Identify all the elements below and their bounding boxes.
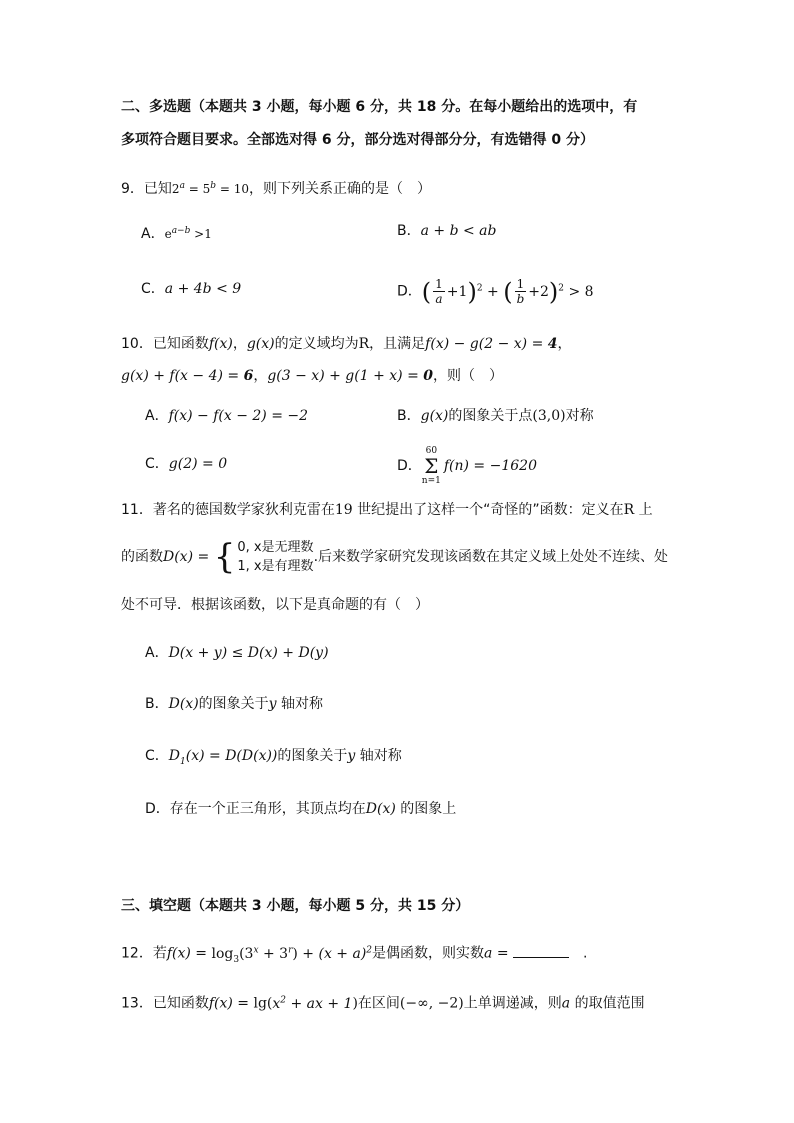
q10-option-a-label: A． — [145, 408, 169, 424]
q11-option-d-text2: 的图象上 — [395, 801, 457, 817]
q11-option-b-label: B． — [145, 696, 169, 712]
q11-option-d — [145, 799, 456, 819]
q11-case-rational: 1, x是有理数 — [237, 559, 314, 574]
section-fill-desc: （本题共 3 小题，每小题 5 分，共 15 分） — [191, 898, 470, 914]
q11-option-c-y: y — [347, 748, 356, 764]
q10-option-d-label: D． — [397, 458, 422, 474]
q11-line2-suffix: .后来数学家研究发现该函数在其定义域上处处不连续、处 — [313, 549, 669, 565]
q10-domain-text: 的定义域均为 — [274, 336, 359, 352]
q10-option-a-expr: f(x) − f(x − 2) = −2 — [168, 408, 309, 424]
q10-sep: ， — [232, 336, 247, 352]
q11-option-b-text1: 的图象关于 — [198, 696, 269, 712]
q10-option-b-point: (3,0) — [532, 408, 566, 424]
q13-prefix: 13．已知函数 — [121, 995, 209, 1012]
q13-expr-lg: lg( — [253, 995, 273, 1012]
q11-year: 19 — [334, 502, 353, 518]
q10-option-c-label: C． — [145, 456, 169, 472]
q9-option-c-label: C． — [141, 281, 165, 297]
q11-option-c-text2: 轴对称 — [355, 748, 402, 764]
q11-option-a-label: A． — [145, 645, 169, 661]
q10-R: R — [358, 336, 370, 352]
q13-expr: f(x) = — [208, 995, 254, 1012]
q13-expr-inner: $x^2$ + ax + 1 — [272, 995, 353, 1012]
q10-line2-sep: ， — [253, 368, 268, 384]
q12-prefix: 12．若 — [121, 945, 167, 962]
q11-option-c-expr: $D_1(x) = D(D(x))$ — [168, 748, 278, 767]
q9-condition: $2^a = 5^b = 10$ — [171, 181, 249, 196]
question-9-stem — [121, 176, 431, 199]
q13-a: a — [561, 995, 571, 1012]
q13-suffix: 的取值范围 — [570, 995, 645, 1012]
q12-answer-blank[interactable] — [513, 943, 569, 958]
section-fill-header — [121, 896, 469, 916]
q11-option-d-D: D(x) — [365, 801, 396, 817]
q11-piecewise: { 0, x是无理数 1, x是有理数 — [213, 537, 314, 577]
question-11-line2 — [121, 536, 668, 578]
q10-option-c-expr: g(2) = 0 — [168, 456, 228, 472]
q11-line2-prefix: 的函数 — [121, 549, 163, 565]
q11-option-b — [145, 694, 323, 714]
q13-interval: (−∞, −2) — [399, 995, 464, 1012]
q12-expr: f(x) = — [166, 945, 212, 962]
q10-line2-suffix: ，则（ ） — [433, 368, 503, 384]
q13-mid2: 上单调递减，则 — [463, 995, 562, 1012]
q12-expr-log: $\log_3(3^x + 3^r)$ + — [211, 945, 319, 965]
q10-option-b — [397, 406, 594, 426]
q9-option-a — [141, 221, 212, 244]
question-10-line2 — [121, 366, 503, 386]
question-11-stem — [121, 500, 653, 520]
q11-D-def: D(x) = — [163, 549, 214, 565]
q11-option-c-text1: 的图象关于 — [277, 748, 348, 764]
q10-sum-operator: 60 Σ n=1 — [421, 446, 441, 486]
section-multi-desc2: 多项符合题目要求。全部选对得 6 分，部分选对得部分分，有选错得 0 分） — [121, 132, 594, 148]
q9-option-a-label: A． — [141, 226, 165, 242]
question-10-stem: 10．已知函数f(x)，g(x)的定义域均为R，且满足f(x) − g(2 − x) = 4， — [121, 336, 572, 352]
q10-prefix: 10．已知函数 — [121, 336, 209, 352]
q10-option-b-label: B． — [397, 408, 421, 424]
q11-case-irrational: 0, x是无理数 — [237, 540, 314, 555]
q10-option-c — [145, 454, 227, 474]
q9-prefix: 9．已知 — [121, 181, 172, 197]
q9-option-d-label: D． — [397, 283, 422, 300]
q9-option-b — [397, 221, 497, 241]
q11-option-a — [145, 643, 329, 663]
q10-satisfy: ，且满足 — [369, 336, 426, 352]
q10-option-b-text2: 对称 — [565, 408, 594, 424]
q11-option-c — [145, 746, 402, 772]
section-fill-title: 三、填空题 — [121, 898, 191, 914]
q11-text3: 上 — [634, 502, 653, 518]
q12-mid: 是偶函数，则实数 — [372, 945, 485, 962]
q11-option-c-label: C． — [145, 748, 169, 764]
q9-option-c-expr: a + 4b < 9 — [164, 281, 242, 297]
q13-mid: 在区间 — [357, 995, 400, 1012]
q10-option-a — [145, 406, 308, 426]
q9-option-d — [397, 268, 594, 312]
q11-line3: 处不可导．根据该函数，以下是真命题的有（ ） — [121, 597, 429, 613]
q11-option-d-text: 存在一个正三角形，其顶点均在 — [169, 801, 366, 817]
q10-g: g(x) — [246, 336, 275, 352]
q12-expr-sq: $(x + a)^2$ — [318, 945, 373, 962]
q10-eq2: g(x) + f(x − 4) = 6 — [121, 368, 254, 384]
q11-option-b-y: y — [268, 696, 277, 712]
section-multi-desc1: （本题共 3 小题，每小题 6 分，共 18 分。在每小题给出的选项中，有 — [191, 99, 638, 115]
q11-text1: 11．著名的德国数学家狄利克雷在 — [121, 502, 335, 518]
q12-suffix: . — [569, 945, 588, 962]
q9-suffix: ，则下列关系正确的是（ ） — [248, 181, 431, 197]
q11-option-b-text2: 轴对称 — [276, 696, 324, 712]
q11-R: R — [623, 502, 635, 518]
q9-option-c — [141, 279, 241, 299]
q11-option-a-expr: D(x + y) ≤ D(x) + D(y) — [168, 645, 329, 661]
q11-text2: 世纪提出了这样一个“奇怪的”函数：定义在 — [352, 502, 624, 518]
q10-option-b-g: g(x) — [420, 408, 449, 424]
q10-option-d-expr: f(n) = −1620 — [443, 458, 537, 474]
question-12 — [121, 940, 587, 969]
q12-a: a = — [484, 945, 513, 962]
section-multi-header — [121, 97, 637, 117]
q9-option-b-expr: a + b < ab — [420, 223, 497, 239]
q10-f: f(x) — [208, 336, 233, 352]
question-13: 13．已知函数$f(x) = \lg(x^2$ + ax + 1)在区间(−∞, −2)上单调递减，则a 的取值范围 — [121, 995, 645, 1012]
q9-option-d-expr: ( $\frac{1}{a}$ +1)$^2$ + ( $\frac{1}{b}$ +2)$^2$ > 8 — [421, 277, 594, 307]
q10-option-d — [397, 446, 537, 486]
q10-eq1: f(x) − g(2 − x) = 4 — [425, 336, 558, 352]
q9-option-b-label: B． — [397, 223, 421, 239]
q11-option-b-D: D(x) — [168, 696, 199, 712]
q10-option-b-text1: 的图象关于点 — [448, 408, 533, 424]
q10-eq3: g(3 − x) + g(1 + x) = 0 — [267, 368, 433, 384]
section-multi-title: 二、多选题 — [121, 99, 191, 115]
q9-option-a-expr: $e^{a-b} >1$ — [164, 226, 212, 241]
q11-option-d-label: D． — [145, 801, 170, 817]
